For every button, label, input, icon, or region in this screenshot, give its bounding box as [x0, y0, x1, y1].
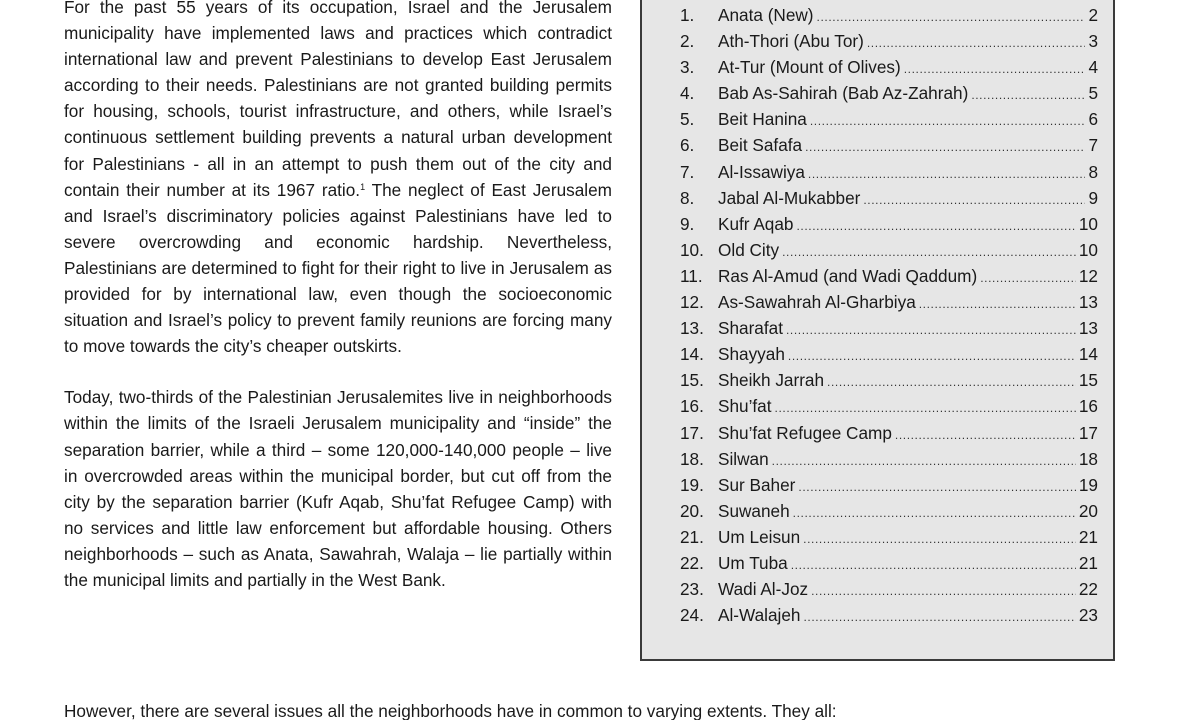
index-entry-name: Anata (New): [718, 5, 814, 25]
index-entry-name: At-Tur (Mount of Olives): [718, 57, 901, 78]
index-entry-page-number: 21: [1078, 526, 1098, 547]
intro-text-column: [64, 0, 612, 593]
index-entry[interactable]: [680, 211, 1098, 237]
index-entry-number: 12.: [680, 292, 704, 313]
index-entry-number: 11.: [680, 265, 703, 286]
index-entry-number: 17.: [680, 422, 704, 443]
index-entry-page-number: 10: [1078, 239, 1098, 260]
intro-paragraph-3: However, there are several issues all the neighborhoods have in common to varying extents. They all:: [64, 701, 837, 720]
index-entry-page-number: 16: [1078, 396, 1098, 417]
index-entry-name: Sheikh Jarrah: [718, 370, 825, 391]
index-entry-number: 19.: [680, 474, 704, 495]
index-entry[interactable]: [680, 393, 1098, 419]
index-entry-page-number: 17: [1078, 422, 1098, 443]
dot-leader: [798, 474, 1075, 500]
dot-leader: [811, 578, 1076, 604]
dot-leader: [786, 317, 1076, 343]
index-entry-number: 15.: [680, 370, 704, 391]
index-entry-name: Sharafat: [718, 318, 783, 339]
dot-leader: [904, 56, 1086, 82]
index-entry-name: Beit Hanina: [718, 109, 807, 130]
index-entry-number: 22.: [680, 552, 704, 573]
dot-leader: [895, 422, 1076, 448]
index-entry-page-number: 15: [1078, 370, 1098, 391]
dot-leader: [803, 526, 1076, 552]
dot-leader: [810, 108, 1086, 134]
index-entry-number: 18.: [680, 448, 704, 469]
dot-leader: [805, 134, 1085, 160]
index-entry-number: 24.: [680, 605, 704, 626]
index-entry-name: Jabal Al-Mukabber: [718, 187, 861, 208]
dot-leader: [980, 265, 1076, 291]
index-entry-page-number: 23: [1078, 605, 1098, 626]
index-entry-name: Ath-Thori (Abu Tor): [718, 31, 864, 52]
dot-leader: [791, 552, 1076, 578]
index-entry-page-number: 6: [1088, 109, 1098, 130]
dot-leader: [772, 448, 1076, 474]
index-entry-name: Old City: [718, 239, 780, 260]
index-entry[interactable]: [680, 106, 1098, 132]
paragraph-1-text-end: The neglect of East Jerusalem and Israel’s discriminatory policies against Palestinians have led to severe overcrowding and economic hardship. Nevertheless, Palestinians are determined to fight for their right to live in Jerusalem as provided for by international law, even though the socioeconomic situation and Israel’s policy to prevent family reunions are forcing many to move towards the city’s cheaper outskirts.: [64, 179, 612, 357]
dot-leader: [827, 369, 1076, 395]
index-entry[interactable]: [680, 237, 1098, 263]
index-entry[interactable]: [680, 54, 1098, 80]
index-entry-page-number: 14: [1078, 344, 1098, 365]
index-entry-page-number: 5: [1088, 83, 1098, 104]
index-entry[interactable]: [680, 315, 1098, 341]
index-entry-name: Um Tuba: [718, 552, 788, 573]
index-entry-number: 16.: [680, 396, 704, 417]
index-entry-name: Shu’fat Refugee Camp: [718, 422, 892, 443]
index-entry-number: 6.: [680, 135, 695, 156]
index-entry-page-number: 18: [1078, 448, 1098, 469]
paragraph-1-text-start: For the past 55 years of its occupation, Israel and the Jerusalem municipality have implemented laws and practices which contradict international law and prevent Palestinians to develop East Jerusalem according to their needs. Palestinians are not granted building permits for housing, schools, tourist infrastructure, and others, while Israel’s continuous settlement building prevents a natural urban development for Palestinians - all in an attempt to push them out of the city and contain their number at its 1967 ratio.: [64, 0, 612, 200]
index-entry-page-number: 12: [1078, 265, 1098, 286]
intro-paragraph-1: [64, 0, 612, 359]
index-entry-name: Ras Al-Amud (and Wadi Qaddum): [718, 265, 978, 286]
index-entry-name: Shayyah: [718, 344, 785, 365]
index-entry-name: Suwaneh: [718, 500, 790, 521]
index-entry-page-number: 21: [1078, 552, 1098, 573]
index-entry-page-number: 9: [1088, 187, 1098, 208]
index-entry[interactable]: [680, 28, 1098, 54]
index-entry-page-number: 20: [1078, 500, 1098, 521]
neighborhood-index-list: [680, 2, 1098, 628]
index-entry-page-number: 7: [1088, 135, 1098, 156]
index-entry-name: Sur Baher: [718, 474, 796, 495]
index-entry-name: Shu’fat: [718, 396, 772, 417]
index-entry-name: Beit Safafa: [718, 135, 803, 156]
index-entry-number: 14.: [680, 344, 704, 365]
index-entry[interactable]: [680, 2, 1098, 28]
dot-leader: [788, 343, 1076, 369]
index-entry-page-number: 3: [1088, 31, 1098, 52]
index-entry-page-number: 2: [1088, 5, 1098, 25]
index-entry[interactable]: [680, 446, 1098, 472]
index-entry-page-number: 13: [1078, 292, 1098, 313]
index-entry[interactable]: [680, 550, 1098, 576]
index-entry-number: 1.: [680, 5, 695, 25]
dot-leader: [803, 604, 1075, 630]
index-entry-page-number: 8: [1088, 161, 1098, 182]
index-entry-name: Wadi Al-Joz: [718, 579, 809, 600]
index-entry-page-number: 4: [1088, 57, 1098, 78]
index-entry[interactable]: [680, 420, 1098, 446]
index-entry[interactable]: [680, 602, 1098, 628]
dot-leader: [793, 500, 1076, 526]
index-entry-number: 5.: [680, 109, 695, 130]
index-entry[interactable]: [680, 159, 1098, 185]
index-entry[interactable]: [680, 498, 1098, 524]
index-entry[interactable]: [680, 341, 1098, 367]
index-entry[interactable]: [680, 263, 1098, 289]
index-entry-number: 23.: [680, 579, 704, 600]
dot-leader: [808, 161, 1086, 187]
index-entry-page-number: 13: [1078, 318, 1098, 339]
neighborhood-index-box: [640, 0, 1115, 661]
dot-leader: [782, 239, 1076, 265]
index-entry-name: Silwan: [718, 448, 769, 469]
index-entry-page-number: 10: [1078, 213, 1098, 234]
index-entry-name: Al-Walajeh: [718, 605, 801, 626]
index-entry-name: Al-Issawiya: [718, 161, 805, 182]
index-entry[interactable]: [680, 524, 1098, 550]
index-entry-name: Kufr Aqab: [718, 213, 794, 234]
index-entry-page-number: 19: [1078, 474, 1098, 495]
index-entry-number: 13.: [680, 318, 704, 339]
dot-leader: [867, 30, 1086, 56]
index-entry[interactable]: [680, 132, 1098, 158]
index-entry-name: Bab As-Sahirah (Bab Az-Zahrah): [718, 83, 969, 104]
footnote-reference[interactable]: 1: [360, 181, 366, 192]
index-entry-number: 2.: [680, 31, 695, 52]
index-entry[interactable]: [680, 289, 1098, 315]
index-entry-number: 3.: [680, 57, 695, 78]
index-entry-number: 9.: [680, 213, 695, 234]
dot-leader: [797, 213, 1076, 239]
index-entry[interactable]: [680, 80, 1098, 106]
index-entry-page-number: 22: [1078, 579, 1098, 600]
index-entry-number: 21.: [680, 526, 704, 547]
index-entry-number: 8.: [680, 187, 695, 208]
index-entry-name: As-Sawahrah Al-Gharbiya: [718, 292, 916, 313]
index-entry[interactable]: [680, 367, 1098, 393]
index-entry[interactable]: [680, 576, 1098, 602]
dot-leader: [971, 82, 1085, 108]
dot-leader: [775, 395, 1076, 421]
index-entry-number: 7.: [680, 161, 695, 182]
index-entry-number: 4.: [680, 83, 695, 104]
index-entry[interactable]: [680, 472, 1098, 498]
index-entry[interactable]: [680, 185, 1098, 211]
dot-leader: [863, 187, 1085, 213]
index-entry-number: 20.: [680, 500, 704, 521]
index-entry-name: Um Leisun: [718, 526, 801, 547]
intro-paragraph-2: Today, two-thirds of the Palestinian Jerusalemites live in neighborhoods within the limits of the Israeli Jerusalem municipality and “inside” the separation barrier, while a third – some 120,000-140,000 people – live in overcrowded areas within the municipal border, but cut off from the city by the separation barrier (Kufr Aqab, Shu’fat Refugee Camp) with no services and little law enforcement but affordable housing. Others neighborhoods – such as Anata, Sawahrah, Walaja – lie partially within the municipal limits and partially in the West Bank.: [64, 387, 612, 590]
dot-leader: [817, 4, 1086, 30]
index-entry-number: 10.: [680, 239, 704, 260]
dot-leader: [919, 291, 1076, 317]
